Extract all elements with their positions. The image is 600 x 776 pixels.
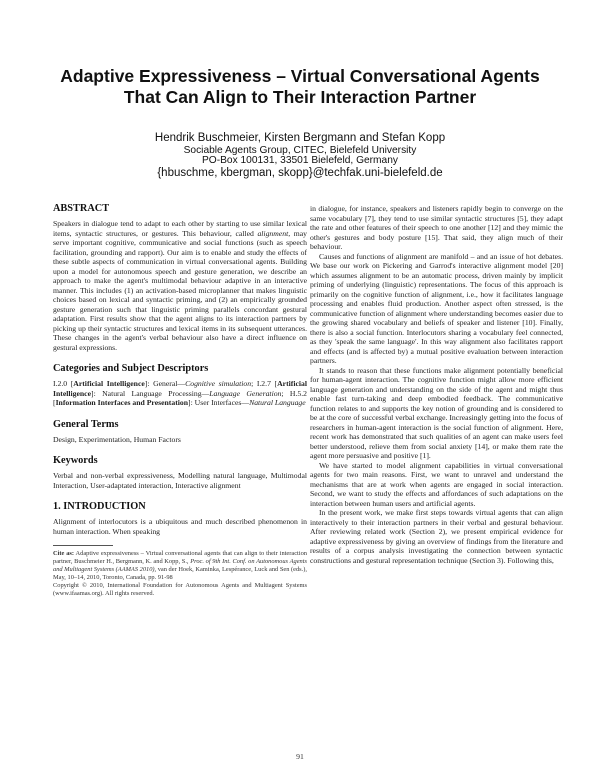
author-address: PO-Box 100131, 33501 Bielefeld, Germany	[202, 155, 398, 167]
footnote-rule	[53, 545, 113, 546]
author-block	[40, 132, 560, 180]
introduction-text: Alignment of interlocutors is a ubiquitous and much described phenomenon in human interaction. When speaking	[53, 517, 307, 536]
body-paragraph: Causes and functions of alignment are manifold – and an issue of hot debates. We base our work on Pickering and Garrod's interactive alignment model [20] which assumes alignment to be an automatic process, driven mainly by implicit priming of underlying (linguistic) representations. The focus of this approach is primarily on the cognitive function of alignment, i.e., how it facilitates language processing and enables fluid production. Another aspect often stressed, is the communicative function of alignment where understanding becomes easier due to the growing shared vocabulary and beliefs of speaker and listener [10]. Finally, there is also a social function. Interlocutors sharing a vocabulary feel connected, as they 'speak the same language'. In this way alignment also facilitates rapport and effects (and is affected by) a mutual positive evaluation between interaction partners.	[310, 251, 563, 365]
body-paragraph: We have started to model alignment capabilities in virtual conversational agents for two main reasons. First, we want to unravel and understand the mechanisms that are at work when agents are engaged in social interaction. Second, we want to study the effects and affordances of such adaptations on the interaction between human users and artificial agents.	[310, 460, 563, 508]
author-affiliation: Sociable Agents Group, CITEC, Bielefeld University	[183, 145, 417, 156]
title-line-1: Adaptive Expressiveness – Virtual Conversational Agents	[60, 66, 540, 86]
page-number: 91	[296, 752, 304, 761]
keywords-heading: Keywords	[53, 455, 98, 466]
abstract-text: Speakers in dialogue tend to adapt to each other by starting to use similar lexical items, syntactic structures, or gestures. This behaviour, called alignment, may serve important cognitive, communicative and social functions (such as speech facilitation, grounding and rapport). Our aim is to enable and study the effects of these subtle aspects of communication in virtual conversational agents. Building upon a model for autonomous speech and gesture generation, we describe an approach to make the agent's multimodal behaviour adaptive in an interactive manner. This includes (1) an activation-based microplanner that makes linguistic choices based on lexical and syntactic priming, and (2) an empirically grounded gesture generation such that linguistic priming parallels concordant gestural adaptation. First results show that the agent aligns to its interaction partners by picking up their syntactic structures and lexical items in its subsequent utterances. These changes in the agent's verbal behaviour also have a direct influence on gestural expressions.	[53, 219, 307, 352]
keywords-text: Verbal and non-verbal expressiveness, Modelling natural language, Multimodal Interaction, User-adaptated interaction, Interactive alignment	[53, 471, 307, 490]
author-names: Hendrik Buschmeier, Kirsten Bergmann and Stefan Kopp	[154, 132, 446, 144]
citation-footnote	[53, 545, 307, 598]
introduction-heading: 1. INTRODUCTION	[53, 501, 146, 512]
cite-as-text: Cite as: Adaptive expressiveness – Virtual conversational agents that can align to their interaction partner, Buschmeier H., Bergmann, K. and Kopp, S., Proc. of 9th Int. Conf. on Autonomous Agents and Multiagent Systems (AAMAS 2010), van der Hoek, Kaminka, Lespérance, Luck and Sen (eds.), May, 10–14, 2010, Toronto, Canada, pp. 91-98	[53, 550, 307, 581]
copyright-text: Copyright © 2010, International Foundation for Autonomous Agents and Multiagent Systems (www.ifaamas.org). All rights reserved.	[53, 582, 307, 597]
right-column	[310, 204, 563, 565]
categories-heading: Categories and Subject Descriptors	[53, 363, 209, 374]
paper-title	[40, 66, 560, 108]
body-paragraph: It stands to reason that these functions make alignment potentially beneficial for human-agent interaction. The cognitive function might allow more efficient language generation and understanding on the side of the agent and might thus enable fast turn-taking and deep embodied feedback. The communicative function relates to and supports the key notion of grounding and is considered to be at the core of successful verbal exchange. Increasingly getting into the focus of researchers in human-agent interaction is the social function of alignment. Here, recent work has demonstrated that such qualities of an agent can make users feel better understood, relieve them from social anxiety [14], or make them rate the agent more persuasive and positive [1].	[310, 365, 563, 460]
left-column	[53, 195, 307, 598]
body-paragraph: In the present work, we make first steps towards virtual agents that can align interactively to their interaction partners in their verbal and gestural behaviour. After reviewing related work (Section 2), we present empirical evidence for adaptive expressiveness by giving an overview of findings from the literature and results of a corpus analysis investigating the connection between syntactic constructions and gestural representation technique (Section 3). Following this,	[310, 508, 563, 565]
categories-text: I.2.0 [Artificial Intelligence]: General—Cognitive simulation; I.2.7 [Artificial Intelligence]: Natural Language Processing—Language Generation; H.5.2 [Information Interfaces and Presentation]: User Interfaces—Natural Language	[53, 379, 307, 407]
title-line-2: That Can Align to Their Interaction Partner	[123, 87, 477, 107]
general-terms-heading: General Terms	[53, 418, 119, 430]
author-email: {hbuschme, kbergman, skopp}@techfak.uni-bielefeld.de	[157, 166, 443, 179]
abstract-heading: ABSTRACT	[53, 203, 110, 214]
body-paragraph: in dialogue, for instance, speakers and listeners rapidly begin to converge on the same vocabulary [7], they tend to use similar syntactic structures [5], they adapt the rate and other features of their speech to one another [12] and they mimic the other's gestures and body posture [15]. That said, they align much of their behaviour.	[310, 204, 563, 251]
general-terms-text: Design, Experimentation, Human Factors	[53, 434, 181, 444]
